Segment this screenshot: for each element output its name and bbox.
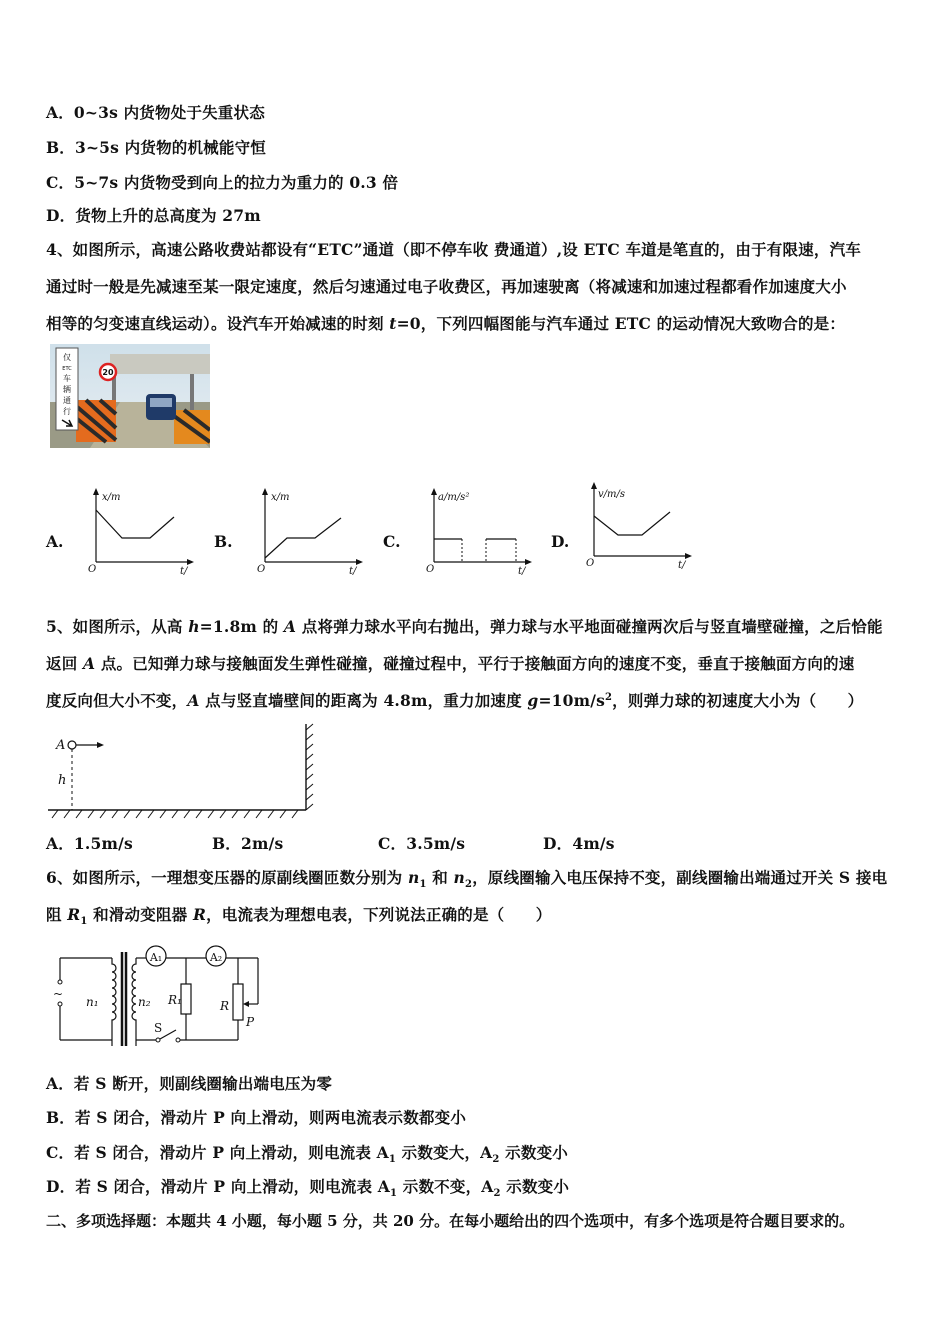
q4-option-a-label: A. [46,532,64,551]
svg-text:O: O [426,564,435,575]
q3-option-d: D．货物上升的总高度为 27m [46,206,261,225]
section-2-heading: 二、多项选择题：本题共 4 小题，每小题 5 分，共 20 分。在每小题给出的四个选项中，有多个选项是符合题目要求的。 [46,1212,855,1230]
secondary-coil [132,958,136,1046]
q5-stem-line1: 5、如图所示，从高 h=1.8m 的 A 点将弹力球水平向右抛出，弹力球与水平地面碰撞两次后与竖直墙壁碰撞，之后恰能 [46,617,883,636]
rheostat-r [233,984,243,1020]
ball [68,741,76,749]
q5-option-d: D．4m/s [543,834,615,853]
svg-text:仅: 仅 [63,353,71,362]
switch-s [160,1030,176,1039]
svg-text:x/m: x/m [102,492,121,503]
q3-option-a: A．0~3s 内货物处于失重状态 [46,103,265,122]
q6-option-c: C．若 S 闭合，滑动片 P 向上滑动，则电流表 $A_1$ 示数变大，$A_2$ 示数变小 [46,1143,568,1166]
svg-text:O: O [586,558,595,569]
svg-text:n₁: n₁ [86,995,99,1009]
wall-hatching [306,724,313,810]
svg-text:t/: t/ [678,560,686,570]
q6-stem-line2: 阻 $R_1$ 和滑动变阻器 R，电流表为理想电表，下列说法正确的是（ ） [46,905,552,928]
q6-circuit [50,942,270,1052]
svg-text:辆: 辆 [63,385,71,394]
q4-graph-b [255,486,365,576]
ac-source-icon: ~ [53,987,64,1001]
svg-text:A₂: A₂ [209,951,223,964]
primary-coil [112,958,116,1046]
q4-stem-line3: 相等的匀变速直线运动）。设汽车开始减速的时刻 t=0，下列四幅图能与汽车通过 ETC 的运动情况大致吻合的是： [46,314,846,333]
svg-text:P: P [246,1015,255,1029]
q5-stem-line2: 返回 A 点。已知弹力球与接触面发生弹性碰撞，碰撞过程中，平行于接触面方向的速度不变，垂直于接触面方向的速 [46,654,855,673]
q3-option-c: C．5~7s 内货物受到向上的拉力为重力的 0.3 倍 [46,173,399,192]
svg-text:a/m/s²: a/m/s² [438,492,470,503]
svg-text:A₁: A₁ [149,951,163,964]
q4-option-c-label: C. [383,532,401,551]
q5-figure [44,722,316,820]
svg-text:ETC: ETC [62,366,72,372]
q6-stem-line1: 6、如图所示，一理想变压器的原副线圈匝数分别为 $n_1$ 和 $n_2$，原线圈输入电压保持不变，副线圈输出端通过开关 S 接电 [46,868,888,891]
q6-option-b: B．若 S 闭合，滑动片 P 向上滑动，则两电流表示数都变小 [46,1108,467,1127]
svg-text:20: 20 [102,368,114,377]
resistor-r1 [181,984,191,1014]
svg-text:S: S [154,1021,163,1035]
svg-text:t/: t/ [518,566,526,576]
q5-option-b: B．2m/s [212,834,284,853]
q4-graph-d [584,480,694,570]
svg-text:t/: t/ [349,566,357,576]
svg-text:通: 通 [63,396,71,405]
curve-d [594,512,670,535]
svg-text:h: h [58,773,67,788]
svg-text:A: A [56,738,66,753]
svg-text:车: 车 [63,374,71,383]
q4-stem-line2: 通过时一般是先减速至某一限定速度，然后匀速通过电子收费区，再加速驶离（将减速和加速过程都看作加速度大小 [46,277,847,296]
q5-option-a: A．1.5m/s [46,834,133,853]
svg-text:R₁: R₁ [168,993,182,1007]
svg-text:n₂: n₂ [138,995,151,1009]
q4-option-d-label: D. [551,532,570,551]
svg-text:行: 行 [63,407,71,416]
svg-text:O: O [88,564,97,575]
q4-option-b-label: B. [214,532,233,551]
svg-text:t/: t/ [180,566,188,576]
q5-stem-line3: 度反向但大小不变，A 点与竖直墙壁间的距离为 4.8m，重力加速度 $g=10m/s^2$，则弹力球的初速度大小为（ ） [46,691,864,710]
svg-text:x/m: x/m [271,492,290,503]
q6-option-a: A．若 S 断开，则副线圈输出端电压为零 [46,1074,333,1093]
q4-graph-c [424,486,534,576]
svg-text:v/m/s: v/m/s [598,489,626,500]
q4-graph-a [86,486,196,576]
q5-option-c: C．3.5m/s [378,834,466,853]
etc-lane-photo [50,344,210,448]
q4-stem-line1: 4、如图所示，高速公路收费站都设有“ETC”通道（即不停车收 费通道）,设 ETC 车道是笔直的，由于有限速，汽车 [46,240,861,259]
svg-text:O: O [257,564,266,575]
q3-option-b: B．3~5s 内货物的机械能守恒 [46,138,266,157]
ground-hatching [52,810,298,818]
q6-option-d: D．若 S 闭合，滑动片 P 向上滑动，则电流表 $A_1$ 示数不变，$A_2$ 示数变小 [46,1177,570,1200]
curve-a [96,510,174,538]
curve-b [265,518,341,558]
svg-text:R: R [220,999,230,1013]
